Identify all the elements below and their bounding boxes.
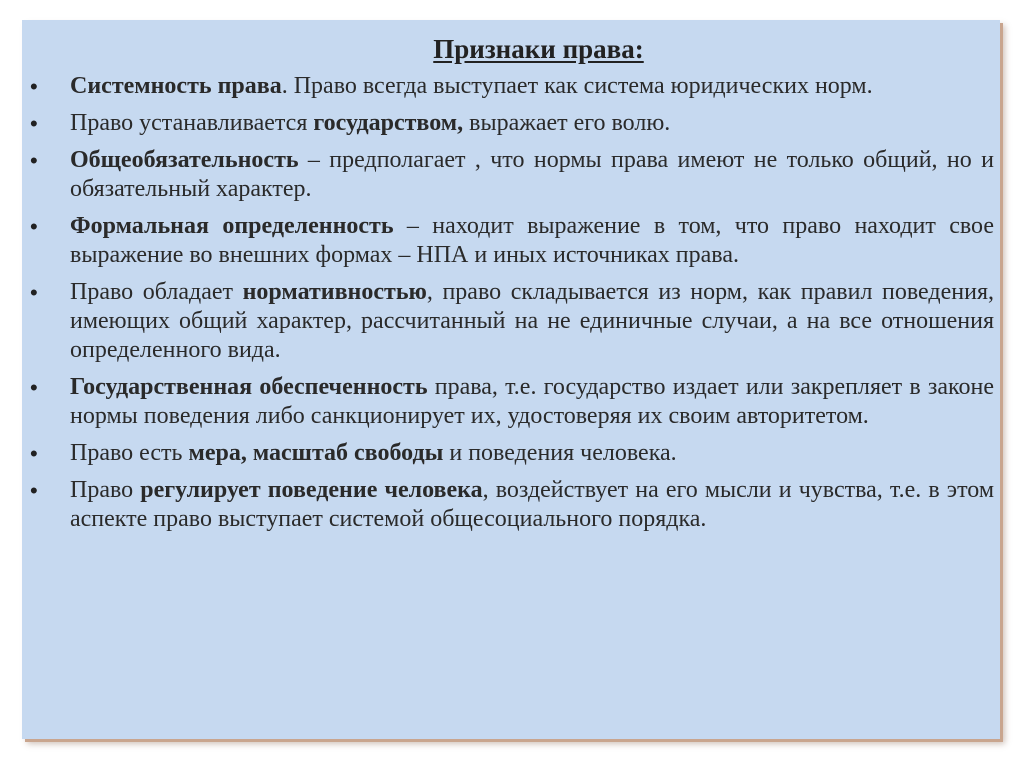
features-list (22, 72, 1000, 542)
item-text: права, т.е. государство издает или закрепляет в законе нормы поведения либо санкционирует их, удостоверяя их своим авторитетом. (70, 374, 994, 429)
item-text: и поведения человека. (443, 440, 677, 466)
bold-term: мера, масштаб свободы (188, 440, 444, 466)
bold-term: государством, (313, 110, 464, 136)
item-text: Право обладает (70, 279, 243, 305)
content-panel (22, 20, 1000, 739)
item-text: Право (70, 477, 141, 503)
list-item (22, 212, 1000, 270)
bullet-icon: • (30, 375, 38, 400)
bold-term: Государственная обеспеченность (70, 374, 428, 400)
item-text: . Право всегда выступает как система юридических норм. (281, 73, 873, 99)
list-item (22, 476, 1000, 534)
bullet-icon: • (30, 478, 38, 503)
item-text: , право складывается из норм, как правил поведения, имеющих общий характер, рассчитанный на не единичные случаи, а на все отношения определенного вида. (70, 279, 994, 363)
bullet-icon: • (30, 214, 38, 239)
bold-term: регулирует поведение человека (140, 477, 483, 503)
item-text: выражает его волю. (463, 110, 671, 136)
list-item (22, 373, 1000, 431)
bullet-icon: • (30, 280, 38, 305)
list-item (22, 146, 1000, 204)
list-item (22, 109, 1000, 138)
item-text: , воздействует на его мысли и чувства, т.е. в этом аспекте право выступает системой общесоциального порядка. (70, 477, 995, 532)
item-text: Право устанавливается (70, 110, 314, 136)
item-text: Право есть (70, 440, 189, 466)
bullet-icon: • (30, 74, 38, 99)
bold-term: Формальная определенность (70, 213, 394, 239)
bullet-icon: • (30, 441, 38, 466)
item-text: – находит выражение в том, что право находит свое выражение во внешних формах – НПА и иных источниках права. (70, 213, 995, 268)
list-item (22, 278, 1000, 365)
list-item (22, 72, 1000, 101)
bold-term: Системность права (70, 73, 282, 99)
bullet-icon: • (30, 148, 38, 173)
list-item (22, 439, 1000, 468)
bold-term: нормативностью (242, 279, 427, 305)
slide-title: Признаки права: (433, 34, 644, 64)
bullet-icon: • (30, 111, 38, 136)
item-text: – предполагает , что нормы права имеют не только общий, но и обязательный характер. (70, 147, 994, 202)
bold-term: Общеобязательность (70, 147, 299, 173)
